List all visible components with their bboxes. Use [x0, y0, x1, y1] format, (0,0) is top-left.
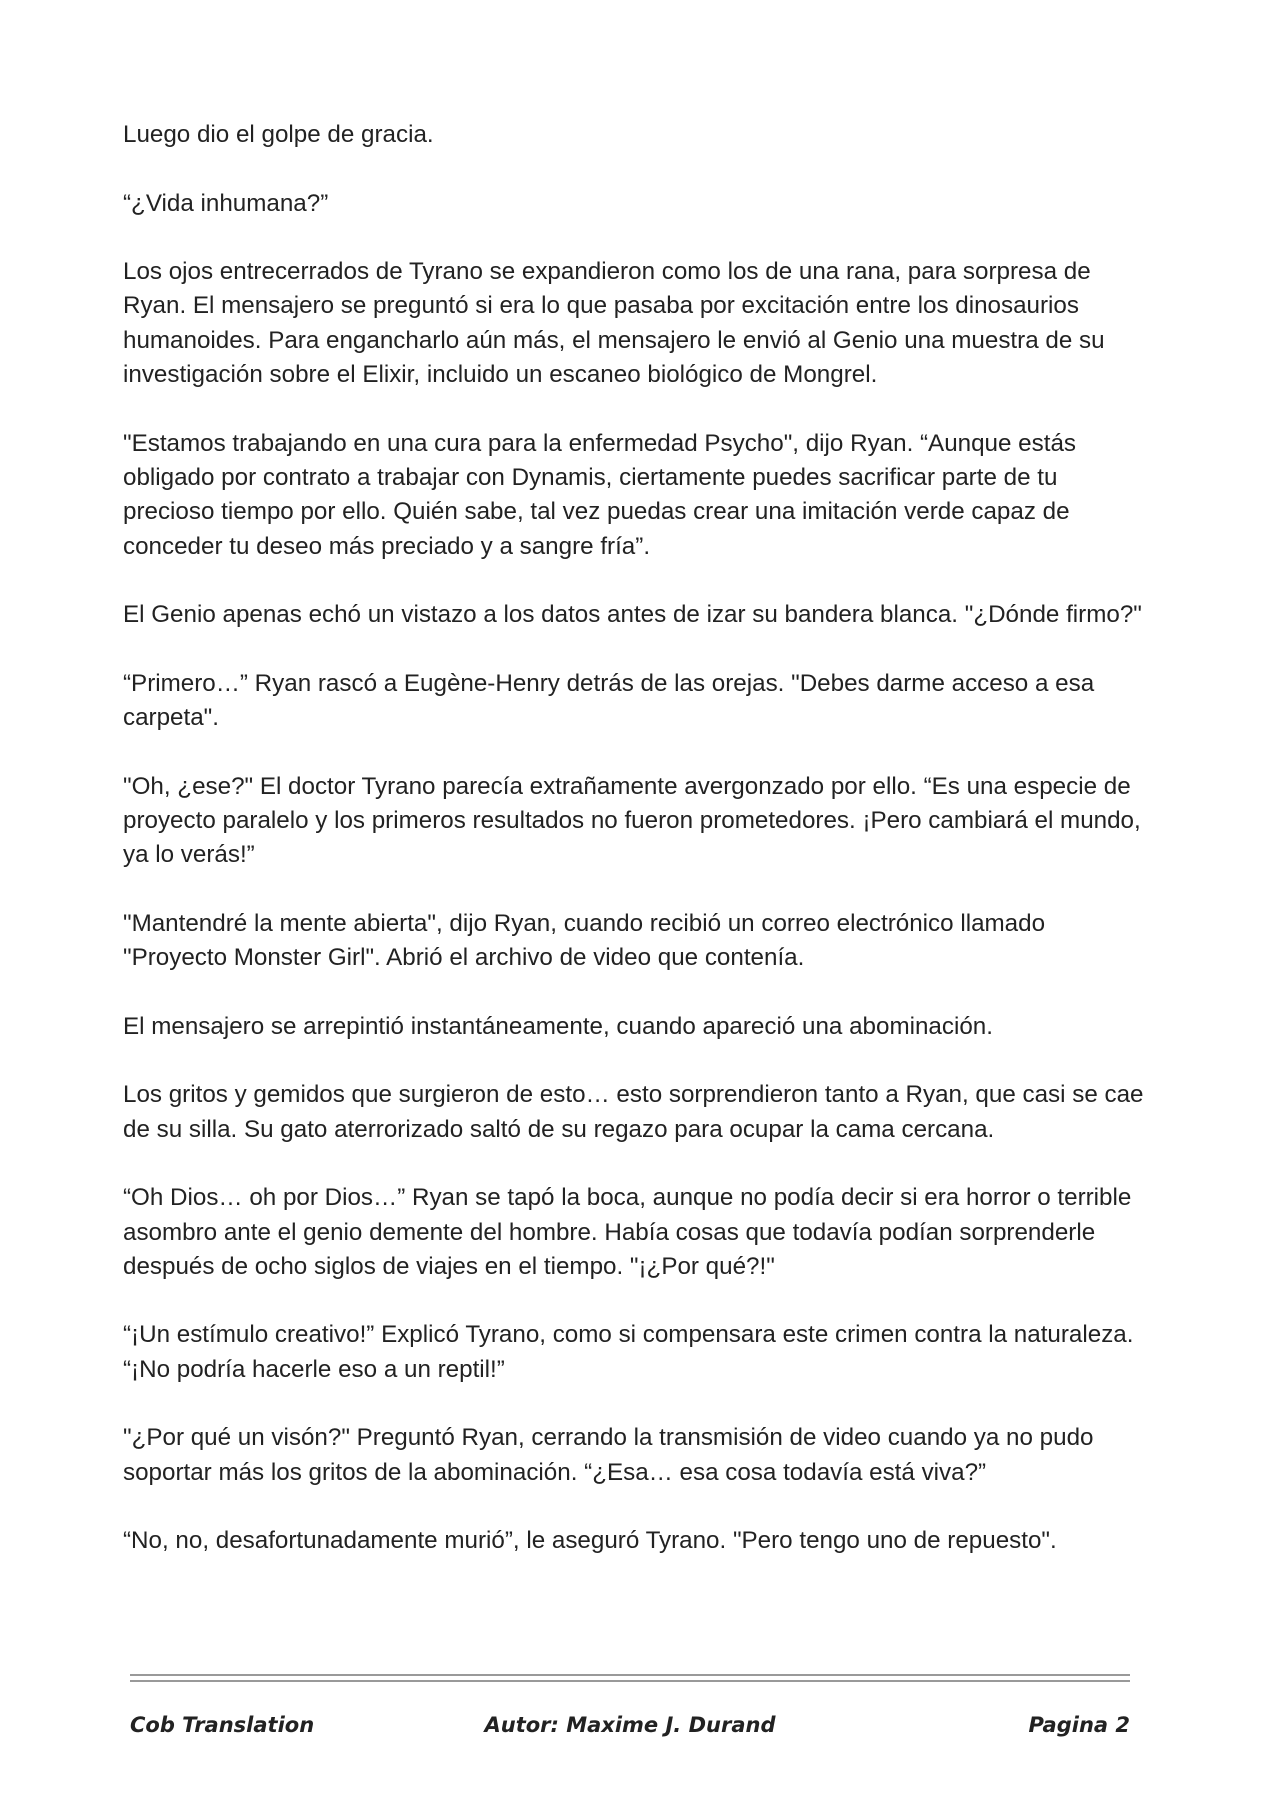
footer-divider: [130, 1674, 1130, 1676]
footer-author: Autor: Maxime J. Durand: [484, 1713, 776, 1737]
footer-divider: [130, 1680, 1130, 1682]
paragraph: "Estamos trabajando en una cura para la enfermedad Psycho", dijo Ryan. “Aunque estás obligado por contrato a trabajar con Dynamis, ciertamente puedes sacrificar parte de tu precioso tiempo por ello. Quién sabe, tal vez puedas crear una imitación verde capaz de conceder tu deseo más preciado y a sangre fría”.: [123, 429, 1076, 560]
footer-translator: Cob Translation: [130, 1713, 315, 1737]
paragraph: "Mantendré la mente abierta", dijo Ryan, cuando recibió un correo electrónico llamado "Proyecto Monster Girl". Abrió el archivo de video que contenía.: [123, 909, 1046, 972]
paragraph: “Primero…” Ryan rascó a Eugène-Henry detrás de las orejas. "Debes darme acceso a esa carpeta".: [123, 669, 1095, 732]
paragraph: “¡Un estímulo creativo!” Explicó Tyrano, como si compensara este crimen contra la naturaleza. “¡No podría hacerle eso a un reptil!”: [123, 1321, 1134, 1383]
paragraph: Los ojos entrecerrados de Tyrano se expandieron como los de una rana, para sorpresa de Ryan. El mensajero se preguntó si era lo que pasaba por excitación entre los dinosaurios humanoides. Para engancharlo aún más, el mensajero le envió al Genio una muestra de su investigación sobre el Elixir, incluido un escaneo biológico de Mongrel.: [123, 258, 1105, 389]
paragraph: Los gritos y gemidos que surgieron de esto… esto sorprendieron tanto a Ryan, que casi se cae de su silla. Su gato aterrorizado saltó de su regazo para ocupar la cama cercana.: [123, 1081, 1144, 1143]
paragraph: "Oh, ¿ese?" El doctor Tyrano parecía extrañamente avergonzado por ello. “Es una especie de proyecto paralelo y los primeros resultados no fueron prometedores. ¡Pero cambiará el mundo, ya lo verás!”: [123, 772, 1141, 869]
paragraph: Luego dio el golpe de gracia.: [123, 121, 434, 148]
paragraph: “Oh Dios… oh por Dios…” Ryan se tapó la boca, aunque no podía decir si era horror o terrible asombro ante el genio demente del hombre. Había cosas que todavía podían sorprenderle después de ocho siglos de viajes en el tiempo. "¡¿Por qué?!": [123, 1184, 1132, 1280]
page-footer: [130, 1713, 1130, 1747]
paragraph: El Genio apenas echó un vistazo a los datos antes de izar su bandera blanca. "¿Dónde firmo?": [123, 601, 1142, 629]
paragraph: "¿Por qué un visón?" Preguntó Ryan, cerrando la transmisión de video cuando ya no pudo soportar más los gritos de la abominación. “¿Esa… esa cosa todavía está viva?”: [123, 1424, 1094, 1486]
footer-page-number: Pagina 2: [1028, 1713, 1130, 1737]
paragraph: “No, no, desafortunadamente murió”, le aseguró Tyrano. "Pero tengo uno de repuesto".: [123, 1527, 1057, 1555]
paragraph: El mensajero se arrepintió instantáneamente, cuando apareció una abominación.: [123, 1012, 993, 1040]
body-text: [123, 118, 1153, 1593]
paragraph: “¿Vida inhumana?”: [123, 189, 329, 217]
